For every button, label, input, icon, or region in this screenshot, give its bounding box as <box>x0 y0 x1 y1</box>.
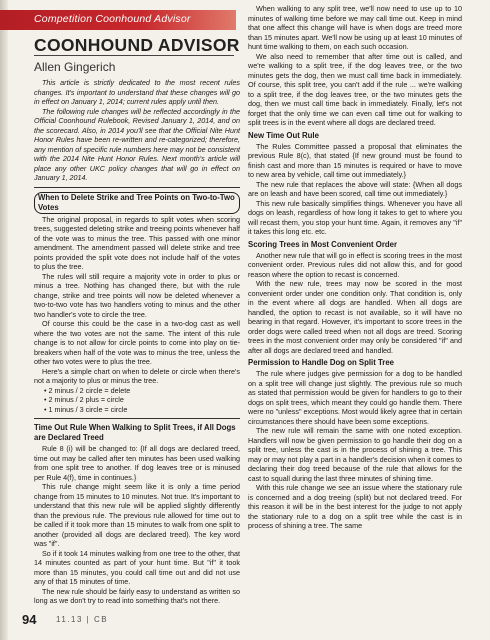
paragraph: The rule where judges give permission for a dog to be handled on a split tree will change just slightly. The previous rule so much as stated that permission would be given for handlers to go to their dogs on split trees, which meant they could go handle them. There were no "unless" exceptions. Most would likely agree that in certain circumstances there should have been some exceptions. <box>248 369 462 426</box>
paragraph: Rule 8 (i) will be changed to: {If all dogs are declared treed, time out may be called after ten minutes has been used walking from one split tree to another. If dog leaves tree or is minused per Rule 4(f), time in continues.} <box>34 444 240 482</box>
title-rule <box>34 55 234 56</box>
page-spine <box>0 0 8 640</box>
list-item: • 1 minus / 3 circle = circle <box>44 404 128 414</box>
paragraph: The Rules Committee passed a proposal that eliminates the previous Rule 8(c), that stated {If new ground must be found to finish cast and more than 15 minutes is required or have to move to new area by vehicle, call time out immediately.} <box>248 141 462 179</box>
vote-chart-list <box>34 386 240 415</box>
intro-paragraph-2: The following rule changes will be reflected accordingly in the Official Coonhound Rulebook, Revised January 1, 2014, and on the scorecard. Also, in 2014 you'll see that the Official Nite Hunt Honor Rules have been re-written and re-categorized; therefore, any mention of specific rule numbers here may not be consistent with the 2014 Nite Hunt Honor Rules. Next month's article will place any other UKC policy changes that will go in effect on January 1, 2014. <box>34 106 240 182</box>
paragraph: The new rule should be fairly easy to understand as written so long as we don't try to read into something that's not there. <box>34 586 240 605</box>
paragraph: Another new rule that will go in effect is scoring trees in the most convenient order. Previous rules did not allow this, and for good reason where the option to recast is concerned. <box>248 250 462 279</box>
paragraph: This rule change might seem like it is only a time period change from 15 minutes to 10 minutes. Not true. It's important to understand that this new rule will be applied slightly differently than the previous rule. The previous rule allowed for time out to be called if it took more than 15 minutes to walk from one split to another (provided all dogs are declared treed). The key word was "if". <box>34 482 240 548</box>
heading-permission-handle: Permission to Handle Dog on Split Tree <box>248 358 394 367</box>
article-title: COONHOUND ADVISOR <box>34 35 240 55</box>
paragraph: So if it took 14 minutes walking from one tree to the other, that 14 minutes counted as part of your hunt time. But "if" it took more than 15 minutes, you could call time out and did not use any of that 15 minutes of time. <box>34 548 240 586</box>
author-name: Allen Gingerich <box>34 60 116 74</box>
paragraph: With this rule change we see an issue where the stationary rule is concerned and a dog treeing (split) but not declared treed. For this reason it will be in the best interest for the judge to not apply the stationary rule to a dog on a split tree while the cast is in process of shining a tree. The same <box>248 483 462 530</box>
left-column <box>34 78 240 606</box>
intro-paragraph-1: This article is strictly dedicated to the most recent rules changes. It's important to understand that these changes will go in effect on January 1, 2014; current rules apply until then. <box>34 78 240 106</box>
section-band-label: Competition Coonhound Advisor <box>34 13 191 25</box>
paragraph: Here's a simple chart on when to delete or circle when there's not a majority to plus or minus the tree. <box>34 366 240 385</box>
paragraph: The new rule will remain the same with one noted exception. Handlers will now be given permission to go handle their dog on a split tree, unless the cast is in the process of shining a tree. This may or may not play a part in a handler's decision when it comes to declaring their dog treed because of the rule that allows for the cast to squall during the last three minutes of shining time. <box>248 426 462 483</box>
paragraph: This new rule basically simplifies things. Whenever you have all dogs on leash, regardless of how long it takes to get to where you will recast them, you stop your hunt time. Again, it removes any "if" it takes this long etc. etc. <box>248 198 462 236</box>
section-divider <box>34 418 240 419</box>
page-number: 94 <box>22 612 37 627</box>
heading-new-time-out: New Time Out Rule <box>248 130 319 140</box>
section-divider <box>34 187 240 188</box>
paragraph: Of course this could be the case in a two-dog cast as well where the two votes are not the same. The intent of this rule change is to not allow for circle points to come into play on tie-breakers when half of the vote was to minus the tree, unless the other two votes were to plus the tree. <box>34 319 240 366</box>
list-item: • 2 minus / 2 plus = circle <box>44 395 124 404</box>
paragraph: The new rule that replaces the above will state: {When all dogs are on leash and have been scored, call time out immediately.} <box>248 179 462 198</box>
heading-scoring-order: Scoring Trees in Most Convenient Order <box>248 239 398 249</box>
heading-time-out-split: Time Out Rule When Walking to Split Trees, if All Dogs are Declared Treed <box>34 423 236 442</box>
paragraph: With the new rule, trees may now be scored in the most convenient order under one condition only. That condition is, only in the event where all dogs are handled. When all dogs are handled, the option to recast is not available, so it will have no bearing in that regard. However, it's important to score trees in the order dogs were called treed when not all dogs are treed. Scoring trees in the most convenient order may only be considered "if" and after all dogs are declared treed and handled. <box>248 279 462 355</box>
paragraph: When walking to any split tree, we'll now need to use up to 10 minutes of walking time before we may call time out. Keep in mind that one affect this change will have is when dogs are treed more than 15 minutes apart. We'll now be using up at least 10 minutes of hunt time walking to them, on each such occasion. <box>248 4 462 51</box>
paragraph: The original proposal, in regards to split votes when scoring trees, suggested deleting strike and treeing points whenever half of the vote was to minus the tree. This passed with one minor amendment. The amendment passed will delete strike and tree points provided the split vote does not include half of the votes to plus the tree. <box>34 214 240 271</box>
heading-delete-strike: When to Delete Strike and Tree Points on Two-to-Two Votes <box>34 192 240 214</box>
paragraph: The rules will still require a majority vote in order to plus or minus a tree. Nothing has changed there, but with the rule change, strike and tree points will now be deleted whenever a two-to-two vote has two handlers voting to minus and the other two handler's vote to circle the tree. <box>34 271 240 319</box>
list-item: • 2 minus / 2 circle = delete <box>44 385 131 395</box>
paragraph: We also need to remember that after time out is called, and we're walking to a split tree, if the dog leaves tree, or the two minutes gets the dog, then we must call time back in immediately. Of course, this split tree, you can't add if the rule ... we're walking to a split tree, if the dog leaves tree, or the two minutes gets the dog, then we must call time back in immediately. Finally, let's not forget that the only time we can even call time out for walking to split trees is in the event where all dogs are declared treed. <box>248 51 462 127</box>
right-column <box>248 4 462 531</box>
issue-label: 11.13 | CB <box>56 615 109 624</box>
